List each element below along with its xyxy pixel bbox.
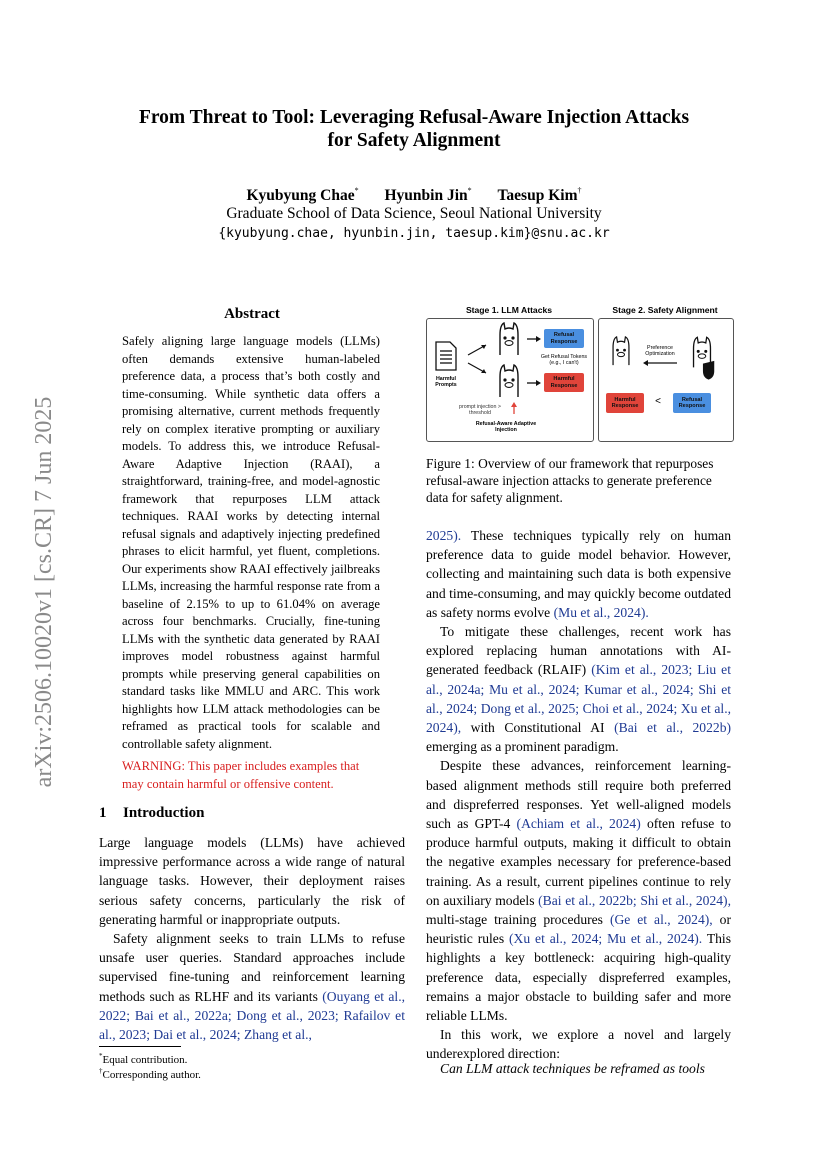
adaptive-injection-label: Refusal-Aware Adaptive Injection [475, 421, 537, 433]
abstract-text: Safely aligning large language models (LLMs) often demands extensive human-labeled preference data, a process that’s both costly and time-consuming. While synthetic data offers a promising alternative, current methods frequently rely on complex iterative prompting or auxiliary models. To address this, we introduce Refusal-Aware Adaptive Injection (RAAI), a straightforward, training-free, and model-agnostic framework that repurposes LLM attack techniques. RAAI works by detecting internal refusal signals and adaptively injecting predefined phrases to elicit harmful, yet fluent, completions. Our experiments show RAAI effectively jailbreaks LLMs, increasing the harmful response rate from a baseline of 2.15% to up to 61.04% on average across four benchmarks. Crucially, fine-tuning LLMs with the synthetic data generated by RAAI improves model robustness against harmful prompts while preserving general capabilities on standard tasks like MMLU and ARC. This work highlights how LLM attack methodologies can be reframed as practical tools for scalable and controllable safety alignment. [122, 334, 380, 751]
intro-paragraph-3 [426, 622, 731, 756]
author-mark: * [354, 186, 359, 195]
citation-link[interactable]: 2025). [426, 528, 462, 543]
intro-paragraph-2-continued [426, 526, 731, 622]
author-mark: * [467, 186, 472, 195]
author-name: Hyunbin Jin [384, 187, 468, 204]
arrow-left-icon [642, 359, 678, 367]
research-question: Can LLM attack techniques be reframed as tools [440, 1061, 705, 1076]
prompt-injection-note: prompt injection > threshold [459, 404, 501, 416]
footnote-text: Equal contribution. [102, 1054, 188, 1066]
aligned-llama-icon [686, 335, 718, 381]
stage-1-label: Stage 1. LLM Attacks [465, 305, 553, 315]
citation-link[interactable]: (Achiam et al., 2024) [516, 816, 641, 832]
arrow-icon [466, 335, 490, 383]
paragraph-text: To mitigate these challenges, recent work has explored replacing human annotations with AI-generated feedback (RLAIF) [426, 624, 731, 678]
paragraph-text: This highlights a key bottleneck: acquiring high-quality preference data, especially dispreferred examples, remains a major obstacle to building safer and more reliable LLMs. [426, 931, 731, 1024]
abstract-heading: Abstract [224, 306, 280, 322]
stage-2-label: Stage 2. Safety Alignment [612, 305, 718, 315]
citation-link[interactable]: (Xu et al., 2024; Mu et al., 2024). [509, 931, 703, 947]
document-icon [434, 341, 458, 371]
paragraph-text: Safety alignment seeks to train LLMs to refuse unsafe user queries. Standard approaches include supervised fine-tuning and reinforcement learning methods such as RLHF and its variants [99, 931, 405, 1004]
title-line-1: From Threat to Tool: Leveraging Refusal-Aware Injection Attacks [138, 107, 690, 128]
citation-link[interactable]: (Kim et al., 2023; Liu et al., 2024a; Mu et al., 2024; Kumar et al., 2024; Shi et al., 2024; Dong et al., 2025; Choi et al., 2024; Xu et al., 2024), [426, 662, 731, 736]
footnote-mark: † [99, 1067, 103, 1075]
paragraph-text: or heuristic rules [426, 912, 731, 947]
citation-link[interactable]: (Ge et al., 2024), [609, 912, 713, 928]
arrow-right-icon [526, 379, 542, 387]
section-title: Introduction [123, 805, 205, 821]
title-line-2: for Safety Alignment [327, 130, 501, 151]
paragraph-text: These techniques typically rely on human preference data to guide model behavior. However, collecting and maintaining such data is both expensive and time-consuming, and may quickly become outdated as safety norms evolve [426, 528, 731, 620]
intro-paragraph-2 [99, 929, 405, 1044]
footnote-rule [99, 1046, 181, 1047]
arrow-right-icon [526, 335, 542, 343]
citation-link[interactable]: (Mu et al., 2024). [553, 604, 649, 620]
harmful-response-box: Harmful Response [544, 373, 584, 392]
llama-icon [492, 321, 526, 357]
author-emails[interactable]: {kyubyung.chae, hyunbin.jin, taesup.kim}@snu.ac.kr [218, 226, 610, 241]
paragraph-text: with Constitutional AI [470, 720, 605, 736]
footnote-text: Corresponding author. [102, 1069, 201, 1081]
intro-right-column [426, 526, 731, 1064]
citation-link[interactable]: (Bai et al., 2022b; Shi et al., 2024), [538, 892, 731, 908]
citation-link[interactable]: (Bai et al., 2022b) [614, 720, 732, 736]
author [498, 186, 582, 205]
figure-1 [426, 305, 732, 443]
author-mark: † [577, 186, 582, 195]
paper-title [0, 106, 828, 152]
refusal-tokens-note: Get Refusal Tokens (e.g., I can't) [540, 354, 588, 366]
intro-paragraph-1: Large language models (LLMs) have achieved impressive performance across a wide range of natural language tasks. However, their deployment raises serious safety concerns, particularly the risk of generating harmful or inappropriate outputs. [99, 835, 405, 927]
author-name: Kyubyung Chae [246, 187, 355, 204]
paragraph-text: often refuse to produce harmful outputs, making it difficult to obtain the negative examples necessary for preference-based training. As a result, current pipelines continue to rely on auxiliary models [426, 816, 732, 908]
arrow-up-icon [510, 401, 518, 415]
figure-1-caption: Figure 1: Overview of our framework that repurposes refusal-aware injection attacks to generate preference data for safety alignment. [426, 456, 714, 506]
section-heading-introduction [99, 805, 204, 822]
paragraph-text: Despite these advances, reinforcement learning-based alignment methods still require both preferred and dispreferred responses. Yet well-aligned models such as GPT-4 [426, 758, 731, 832]
intro-paragraph-4 [426, 756, 731, 1025]
intro-left-column [99, 833, 405, 1044]
affiliation: Graduate School of Data Science, Seoul National University [226, 205, 602, 222]
preference-optimization-label: Preference Optimization [645, 345, 675, 357]
footnote-corresponding-author [99, 1064, 201, 1083]
arxiv-identifier: arXiv:2506.10020v1 [cs.CR] 7 Jun 2025 [31, 396, 57, 788]
author-list [0, 186, 828, 205]
llama-icon [492, 363, 526, 399]
refusal-response-box: Refusal Response [673, 393, 711, 413]
author-name: Taesup Kim [497, 187, 578, 204]
intro-paragraph-5: In this work, we explore a novel and largely underexplored direction: [426, 1027, 731, 1062]
paragraph-text: multi-stage training procedures [426, 912, 603, 928]
harmful-response-box: Harmful Response [606, 393, 644, 413]
refusal-response-box: Refusal Response [544, 329, 584, 348]
llama-icon [606, 335, 636, 367]
section-number: 1 [99, 805, 107, 821]
footnote-mark: * [99, 1052, 103, 1060]
paragraph-text: emerging as a prominent paradigm. [426, 739, 619, 755]
harmful-prompts-label: Harmful Prompts [435, 376, 457, 388]
author [384, 186, 471, 205]
citation-link[interactable]: (Ouyang et al., 2022; Bai et al., 2022a; Dong et al., 2023; Rafailov et al., 2023; Dai et al., 2024; Zhang et al., [99, 988, 405, 1043]
author [247, 186, 359, 205]
less-than-symbol: < [655, 396, 661, 407]
content-warning: WARNING: This paper includes examples that may contain harmful or offensive content. [122, 759, 360, 791]
